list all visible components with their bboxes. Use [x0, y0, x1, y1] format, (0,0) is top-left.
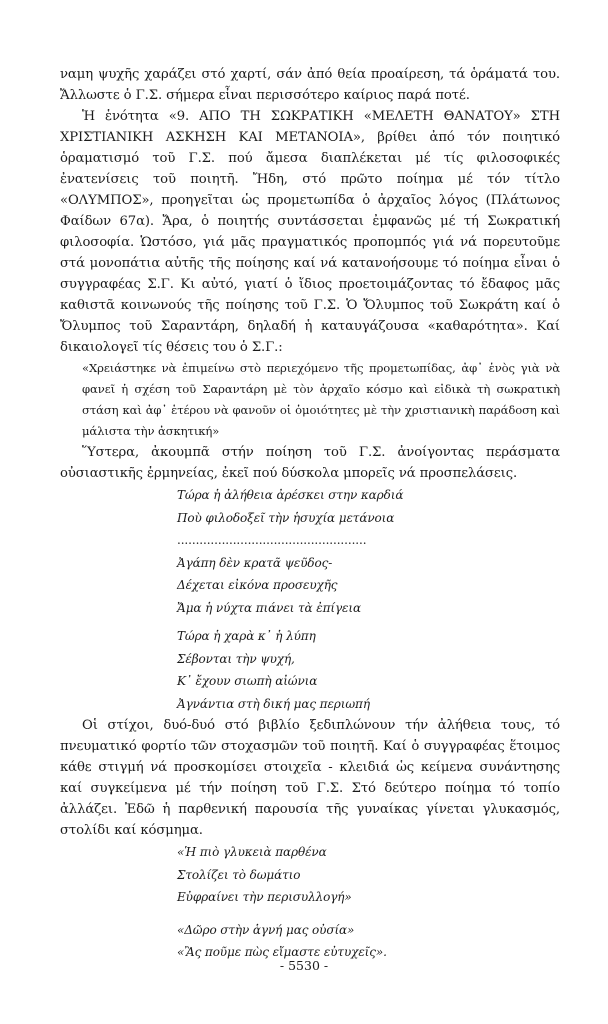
poem-excerpt-1 — [60, 484, 560, 715]
poem-line: «Ἂς ποῦμε πὼς εἴμαστε εὐτυχεῖς». — [177, 945, 387, 959]
paragraph-2: Ἡ ἑνότητα «9. ΑΠΟ ΤΗ ΣΩΚΡΑΤΙΚΗ «ΜΕΛΕΤΗ ΘΑΝΑΤΟΥ» ΣΤΗ ΧΡΙΣΤΙΑΝΙΚΗ ΑΣΚΗΣΗ ΚΑΙ ΜΕΤΑΝΟΙΑ», βρίθει ἀπό τόν ποιητικό ὁραματισμό τοῦ Γ.Σ. πού ἄμεσα διαπλέκεται μέ τίς φιλοσοφικές ἐνατενίσεις τοῦ ποιητῆ. Ἤδη, στό πρῶτο ποίημα μέ τόν τίτλο «ΟΛΥΜΠΟΣ», προηγεῖται ὡς προμετωπίδα ὁ ἀρχαῖος λόγος (Πλάτωνος Φαίδων 67α). Ἄρα, ὁ ποιητής συντάσσεται ἐμφανῶς μέ τή Σωκρατική φιλοσοφία. Ὡστόσο, γιά μᾶς πραγματικός προπομπός γιά νά πορευτοῦμε στά μονοπάτια αὐτῆς τῆς ποίησης καί νά κατανοήσουμε τό ποίημα εἶναι ὁ συγγραφέας Σ.Γ. Κι αὐτό, γιατί ὁ ἴδιος προετοιμάζοντας τό ἔδαφος μᾶς καθιστᾶ κοινωνούς τῆς ποίησης τοῦ Γ.Σ. Ὁ Ὄλυμπος τοῦ Σωκράτη καί ὁ Ὄλυμπος τοῦ Σαραντάρη, δηλαδή ἡ καταυγάζουσα «καθαρότητα». Καί δικαιολογεῖ τίς θέσεις του ὁ Σ.Γ.: — [60, 109, 560, 355]
poem-line: Εὐφραίνει τὴν περισυλλογή» — [177, 890, 352, 904]
poem-line: «Ἡ πιὸ γλυκειὰ παρθένα — [177, 845, 327, 859]
body-text — [60, 64, 560, 964]
page-number: - 5530 - — [279, 958, 329, 973]
poem-excerpt-2 — [60, 841, 560, 964]
paragraph-4: Οἱ στίχοι, δυό-δυό στό βιβλίο ξεδιπλώνουν τήν ἀλήθεια τους, τό πνευματικό φορτίο τῶν στοχασμῶν τοῦ ποιητῆ. Καί ὁ συγγραφέας ἕτοιμος κάθε στιγμή νά προσκομίσει στοιχεῖα - κλειδιά ὡς κείμενα συνάντησης καί συγκείμενα μέ τήν ποίηση τοῦ Γ.Σ. Στό δεύτερο ποίημα τό τοπίο ἀλλάζει. Ἐδῶ ἡ παρθενική παρουσία τῆς γυναίκας γίνεται γλυκασμός, στολίδι καί κόσμημα. — [60, 718, 560, 838]
poem-line: Κ᾽ ἔχουν σιωπὴ αἰώνια — [177, 674, 318, 688]
block-quote: «Χρειάστηκε νὰ ἐπιμείνω στὸ περιεχόμενο τῆς προμετωπίδας, ἀφ᾽ ἑνὸς γιὰ νὰ φανεῖ ἡ σχέση τοῦ Σαραντάρη μὲ τὸν ἀρχαῖο κόσμο καὶ εἰδικὰ τὴ σωκρατικὴ στάση καὶ ἀφ᾽ ἑτέρου νὰ φανοῦν οἱ ὁμοιότητες μὲ τὴν χριστιανικὴ παράδοση καὶ μάλιστα τὴν ἀσκητική» — [82, 361, 560, 438]
poem-line: Δέχεται εἰκόνα προσευχῆς — [177, 578, 338, 592]
poem-line: Ἄμα ἡ νύχτα πιάνει τὰ ἐπίγεια — [177, 600, 362, 615]
poem-line: Τώρα ἡ χαρὰ κ᾽ ἡ λύπη — [177, 629, 316, 643]
poem-line: Στολίζει τὸ δωμάτιο — [177, 867, 301, 882]
poem-line: Ἀγάπη δὲν κρατᾶ ψεῦδος- — [177, 555, 333, 570]
poem-line: «Δῶρο στὴν ἁγνή μας οὐσία» — [177, 922, 355, 937]
poem-ellipsis: ................................................... — [177, 533, 367, 547]
stanza-break — [177, 909, 560, 919]
poem-line: Σέβονται τὴν ψυχή, — [177, 651, 295, 666]
poem-line: Ποὺ φιλοδοξεῖ τὴν ἡσυχία μετάνοια — [177, 510, 395, 525]
poem-line: Ἀγνάντια στὴ δική μας περιωπή — [177, 696, 370, 711]
poem-line: Τώρα ἡ ἀλήθεια ἀρέσκει στην καρδιά — [177, 488, 404, 502]
paragraph-1: ναμη ψυχῆς χαράζει στό χαρτί, σάν ἀπό θεία προαίρεση, τά ὁράματά του. Ἄλλωστε ὁ Γ.Σ. σήμερα εἶναι περισσότερο καίριος παρά ποτέ. — [60, 67, 560, 103]
paragraph-3: Ὕστερα, ἀκουμπᾶ στήν ποίηση τοῦ Γ.Σ. ἀνοίγοντας περάσματα οὐσιαστικῆς ἑρμηνείας, ἐκεῖ πού δύσκολα μπορεῖς νά προσπελάσεις. — [60, 445, 560, 481]
